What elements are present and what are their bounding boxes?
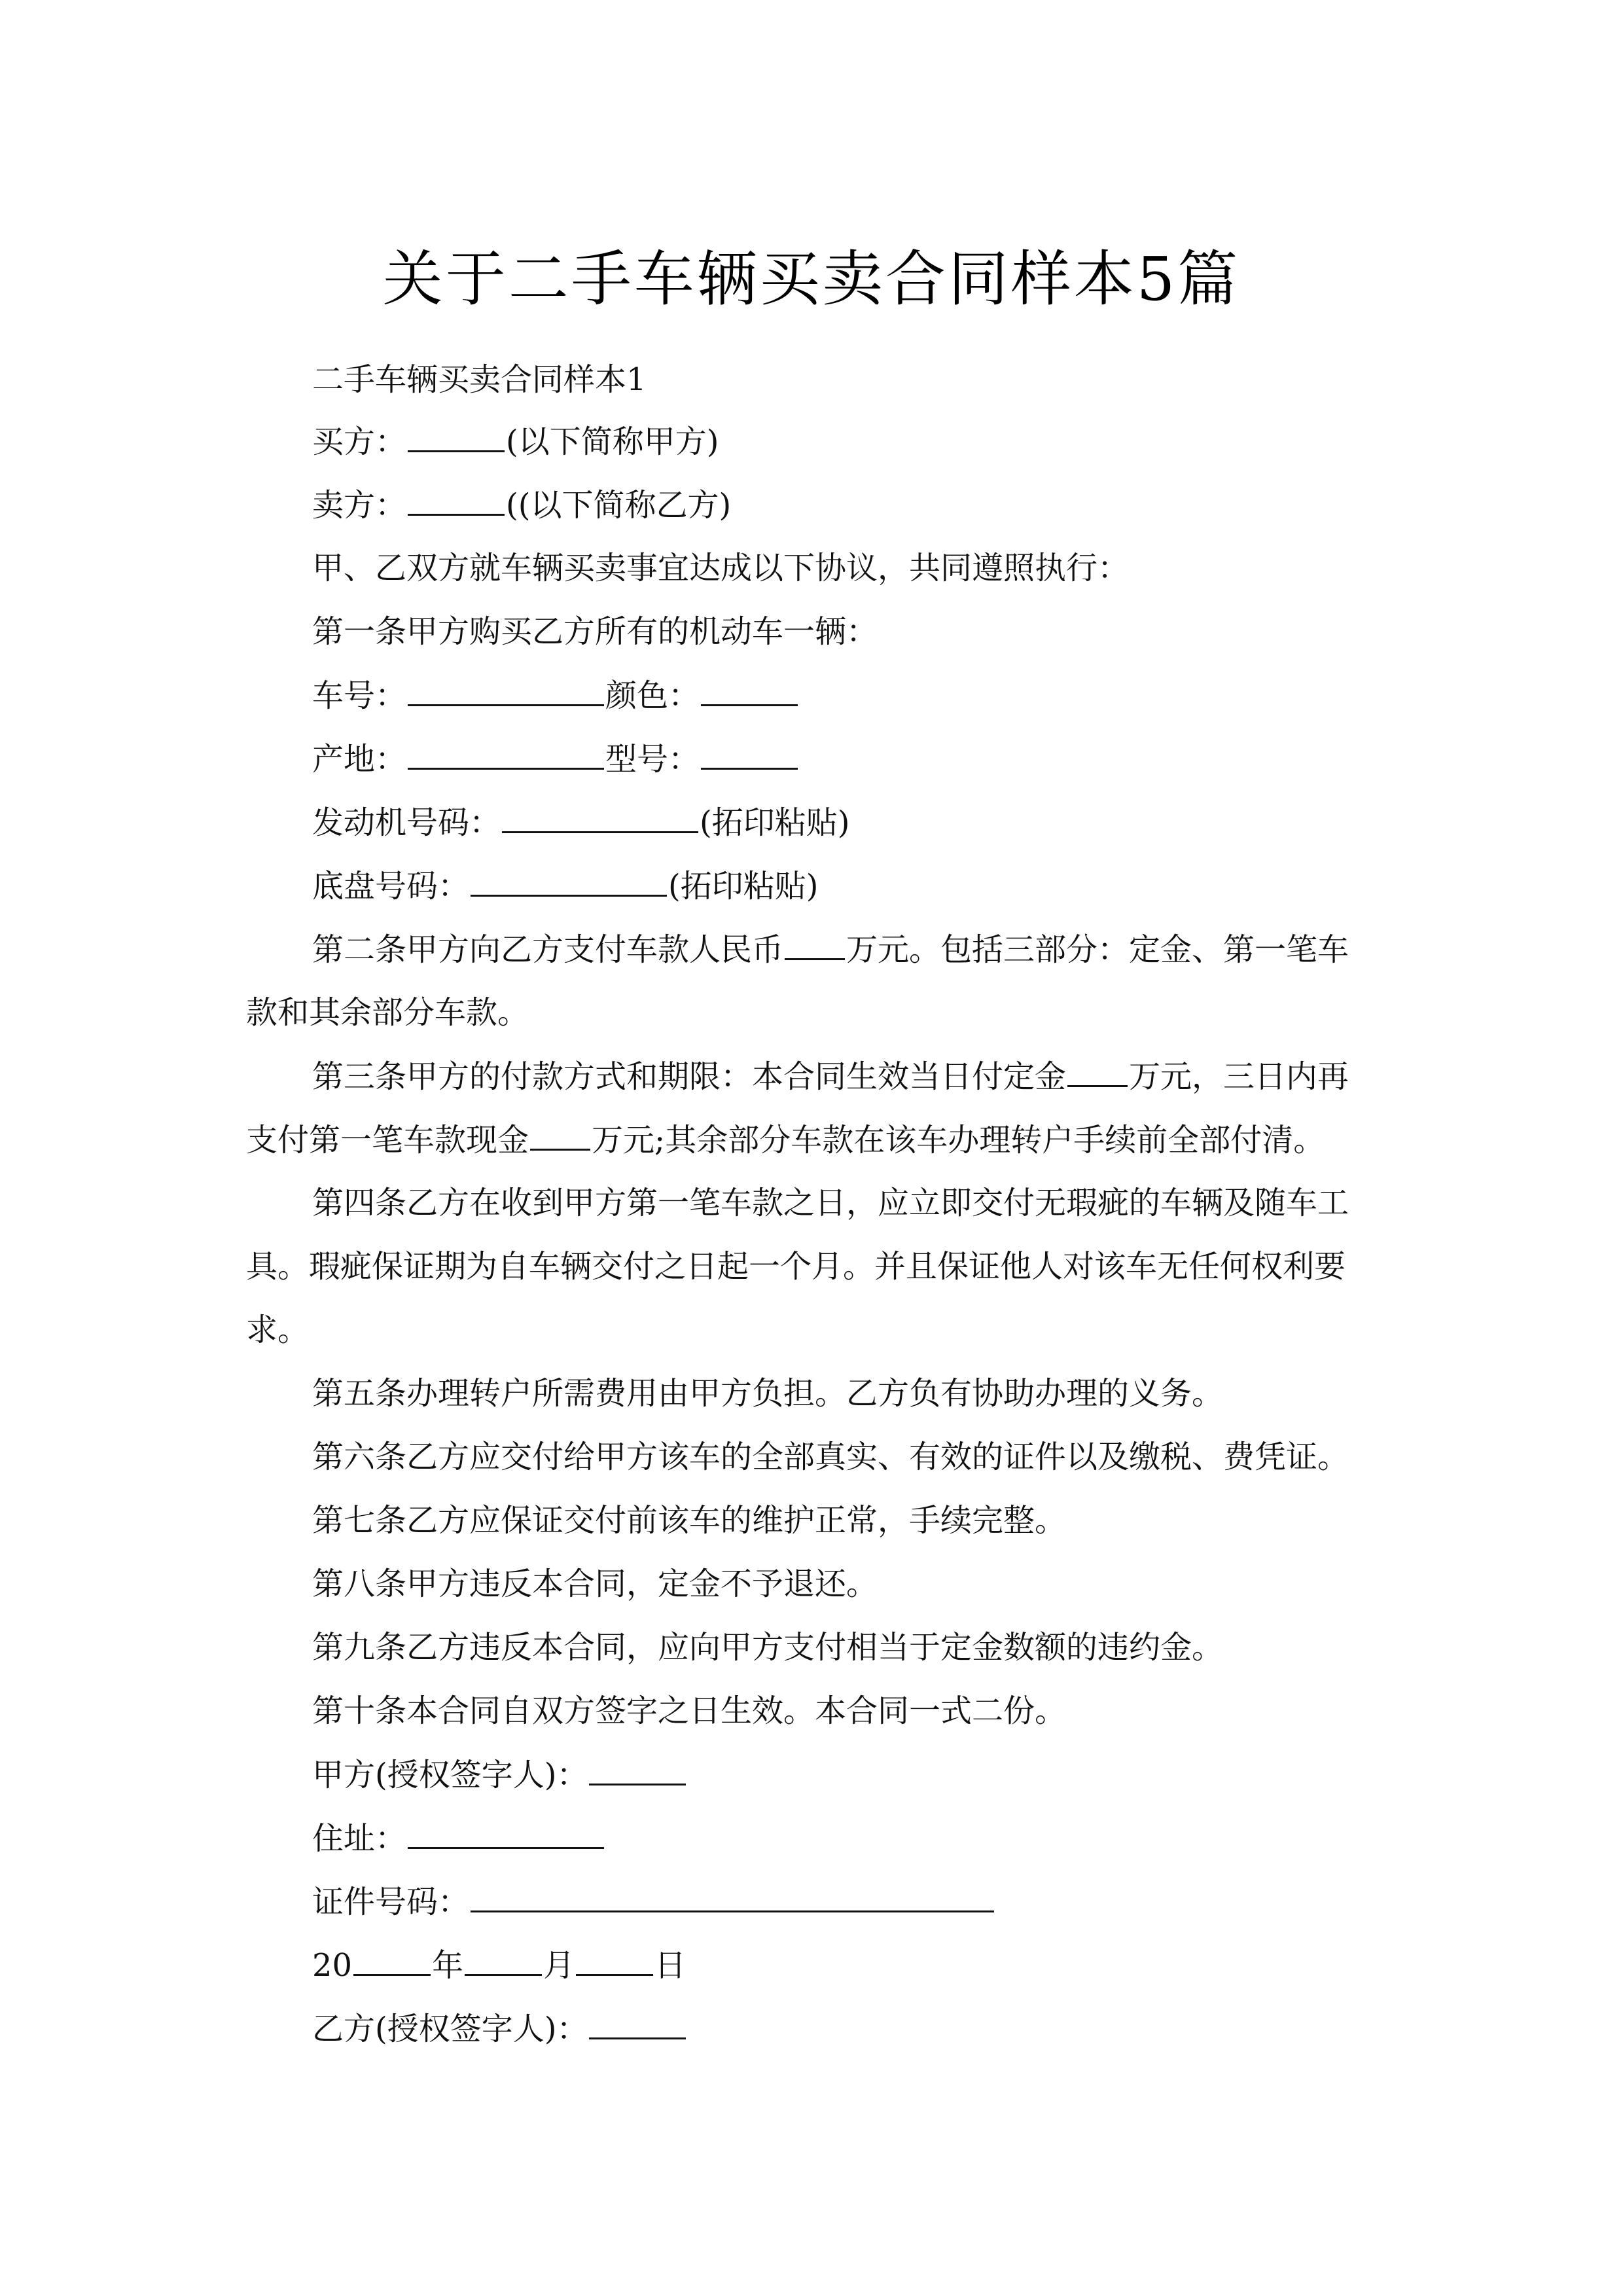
origin-blank[interactable] xyxy=(408,739,604,770)
day-blank[interactable] xyxy=(576,1945,653,1976)
article-10: 第十条本合同自双方签字之日生效。本合同一式二份。 xyxy=(312,1693,1067,1729)
plate-label: 车号： xyxy=(312,677,407,714)
engine-suffix: (拓印粘贴) xyxy=(700,804,850,841)
article-8: 第八条甲方违反本合同，定金不予退还。 xyxy=(312,1566,878,1602)
buyer-label: 买方： xyxy=(312,423,407,460)
party-b-signature-line xyxy=(312,2009,687,2049)
article-4-line-3: 求。 xyxy=(246,1312,310,1348)
article-3-line-2 xyxy=(246,1120,1325,1160)
article-4-line-2: 具。瑕疵保证期为自车辆交付之日起一个月。并且保证他人对该车无任何权利要 xyxy=(246,1248,1346,1285)
section-heading: 二手车辆买卖合同样本1 xyxy=(312,361,647,398)
article-2-line-1 xyxy=(312,929,1349,969)
article-2-suffix: 万元。包括三部分：定金、第一笔车 xyxy=(846,931,1349,968)
seller-label: 卖方： xyxy=(312,487,407,524)
article-1: 第一条甲方购买乙方所有的机动车一辆： xyxy=(312,613,878,650)
buyer-suffix: (以下简称甲方) xyxy=(506,423,719,460)
party-a-signature-line xyxy=(312,1755,687,1795)
chassis-number-line xyxy=(312,866,818,906)
seller-suffix: ((以下简称乙方) xyxy=(506,487,732,524)
article-4-line-1: 第四条乙方在收到甲方第一笔车款之日，应立即交付无瑕疵的车辆及随车工 xyxy=(312,1185,1349,1221)
article-7: 第七条乙方应保证交付前该车的维护正常，手续完整。 xyxy=(312,1502,1067,1539)
chassis-suffix: (拓印粘贴) xyxy=(668,868,819,905)
article-3-suffix: 万元，三日内再 xyxy=(1129,1058,1349,1095)
origin-label: 产地： xyxy=(312,741,407,778)
seller-line xyxy=(312,485,731,525)
article-6: 第六条乙方应交付给甲方该车的全部真实、有效的证件以及缴税、费凭证。 xyxy=(312,1439,1349,1475)
article-3-line2-suffix: 万元;其余部分车款在该车办理转户手续前全部付清。 xyxy=(592,1122,1325,1158)
article-3-line-1 xyxy=(312,1056,1349,1096)
first-payment-blank[interactable] xyxy=(530,1120,590,1151)
address-line xyxy=(312,1818,605,1858)
seller-blank[interactable] xyxy=(408,485,505,516)
id-label: 证件号码： xyxy=(312,1884,470,1920)
article-9: 第九条乙方违反本合同，应向甲方支付相当于定金数额的违约金。 xyxy=(312,1629,1224,1666)
date-line xyxy=(312,1945,686,1985)
party-b-label: 乙方(授权签字人)： xyxy=(312,2011,588,2047)
id-number-blank[interactable] xyxy=(471,1882,994,1912)
intro-paragraph: 甲、乙双方就车辆买卖事宜达成以下协议，共同遵照执行： xyxy=(312,550,1130,586)
document-title: 关于二手车辆买卖合同样本5篇 xyxy=(382,243,1241,314)
month-blank[interactable] xyxy=(465,1945,542,1976)
model-blank[interactable] xyxy=(701,739,798,770)
year-label: 年 xyxy=(432,1947,464,1984)
buyer-line xyxy=(312,422,719,461)
buyer-blank[interactable] xyxy=(408,422,505,452)
color-label: 颜色： xyxy=(605,677,700,714)
plate-color-line xyxy=(312,675,799,715)
article-2-prefix: 第二条甲方向乙方支付车款人民币 xyxy=(312,931,784,968)
engine-number-line xyxy=(312,802,849,842)
party-b-signature-blank[interactable] xyxy=(589,2009,686,2039)
month-label: 月 xyxy=(543,1947,575,1984)
engine-blank[interactable] xyxy=(502,802,698,833)
address-label: 住址： xyxy=(312,1820,407,1857)
article-5: 第五条办理转户所需费用由甲方负担。乙方负有协助办理的义务。 xyxy=(312,1375,1224,1412)
address-blank[interactable] xyxy=(408,1818,604,1849)
origin-model-line xyxy=(312,739,799,779)
deposit-blank[interactable] xyxy=(1067,1056,1128,1087)
engine-label: 发动机号码： xyxy=(312,804,501,841)
party-a-signature-blank[interactable] xyxy=(589,1755,686,1785)
chassis-label: 底盘号码： xyxy=(312,868,470,905)
article-2-line-2: 款和其余部分车款。 xyxy=(246,994,529,1031)
plate-blank[interactable] xyxy=(408,675,604,706)
id-number-line xyxy=(312,1882,995,1922)
model-label: 型号： xyxy=(605,741,700,778)
party-a-label: 甲方(授权签字人)： xyxy=(312,1757,588,1793)
price-blank[interactable] xyxy=(785,929,845,960)
day-label: 日 xyxy=(654,1947,687,1984)
article-3-line2-prefix: 支付第一笔车款现金 xyxy=(246,1122,529,1158)
article-3-prefix: 第三条甲方的付款方式和期限：本合同生效当日付定金 xyxy=(312,1058,1067,1095)
date-prefix: 20 xyxy=(312,1947,353,1984)
chassis-blank[interactable] xyxy=(471,866,667,897)
year-blank[interactable] xyxy=(353,1945,431,1976)
color-blank[interactable] xyxy=(701,675,798,706)
